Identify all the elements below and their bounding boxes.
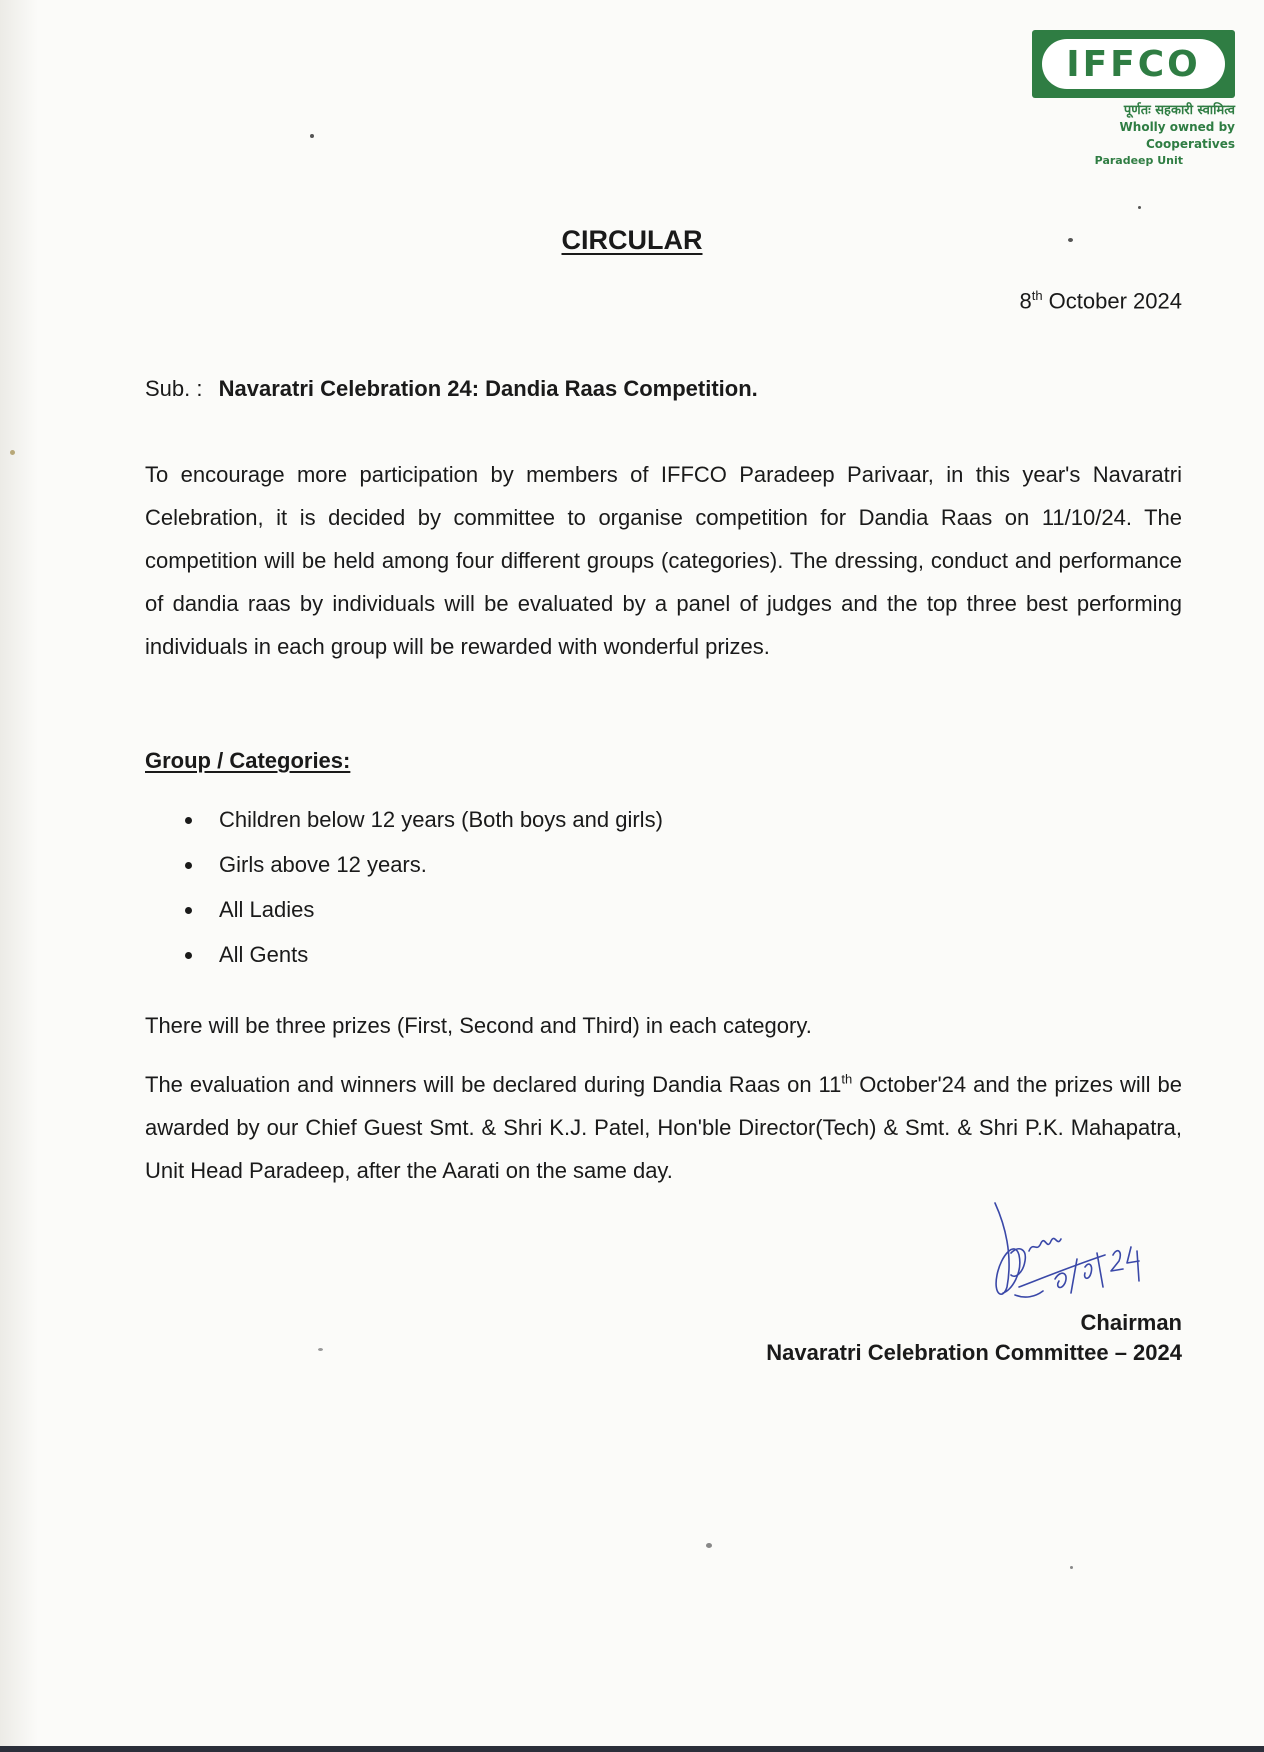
list-item: All Ladies [180, 887, 663, 932]
scan-speck [1138, 206, 1141, 209]
categories-heading: Group / Categories: [145, 748, 351, 773]
iffco-logo [1032, 30, 1235, 98]
list-item: Children below 12 years (Both boys and girls) [180, 797, 663, 842]
evaluation-text-start: The evaluation and winners will be declared during Dandia Raas on 11 [145, 1072, 842, 1097]
date-suffix: th [1031, 288, 1043, 303]
subject-text: Navaratri Celebration 24: Dandia Raas Competition. [218, 376, 758, 401]
iffco-logo-block [1030, 30, 1235, 169]
logo-unit: Paradeep Unit [1094, 154, 1183, 167]
list-item: All Gents [180, 932, 663, 977]
prizes-paragraph: There will be three prizes (First, Second and Third) in each category. [145, 1013, 812, 1038]
list-item: Girls above 12 years. [180, 842, 663, 887]
date-day: 8 [1019, 288, 1032, 314]
scan-bottom-edge [0, 1746, 1264, 1752]
scan-edge [0, 0, 38, 1752]
categories-list [180, 797, 663, 977]
scan-speck [1068, 238, 1073, 242]
subject-label: Sub. : [145, 376, 203, 401]
logo-hindi-tagline: पूर्णतः सहकारी स्वामित्व [1123, 103, 1235, 118]
date-rest: October 2024 [1042, 288, 1182, 314]
circular-date [1019, 288, 1182, 314]
document-title: CIRCULAR [561, 225, 703, 255]
scan-speck [310, 134, 314, 138]
signatory-committee: Navaratri Celebration Committee – 2024 [766, 1340, 1182, 1365]
handwritten-signature [985, 1195, 1185, 1315]
signatory-block [766, 1308, 1182, 1368]
evaluation-date-suffix: th [841, 1071, 853, 1087]
logo-text: IFFCO [1066, 43, 1201, 85]
logo-tagline: Wholly owned by Cooperatives [1119, 120, 1235, 151]
evaluation-paragraph [145, 1063, 1182, 1192]
scan-speck [318, 1348, 323, 1351]
scan-speck [1070, 1566, 1073, 1569]
evaluation-text-end: October'24 and the prizes will be awarded by our Chief Guest Smt. & Shri K.J. Patel, Hon'ble Director(Tech) & Smt. & Shri P.K. Mahapatra, Unit Head Paradeep, after the Aarati on the same day. [145, 1072, 1182, 1183]
scan-speck [10, 450, 15, 455]
scan-speck [706, 1543, 712, 1548]
subject-line [145, 376, 758, 402]
signatory-designation: Chairman [1080, 1310, 1182, 1335]
intro-paragraph: To encourage more participation by members of IFFCO Paradeep Parivaar, in this year's Navaratri Celebration, it is decided by committee to organise competition for Dandia Raas on 11/10/24. The competition will be held among four different groups (categories). The dressing, conduct and performance of dandia raas by individuals will be evaluated by a panel of judges and the top three best performing individuals in each group will be rewarded with wonderful prizes. [145, 462, 1182, 659]
